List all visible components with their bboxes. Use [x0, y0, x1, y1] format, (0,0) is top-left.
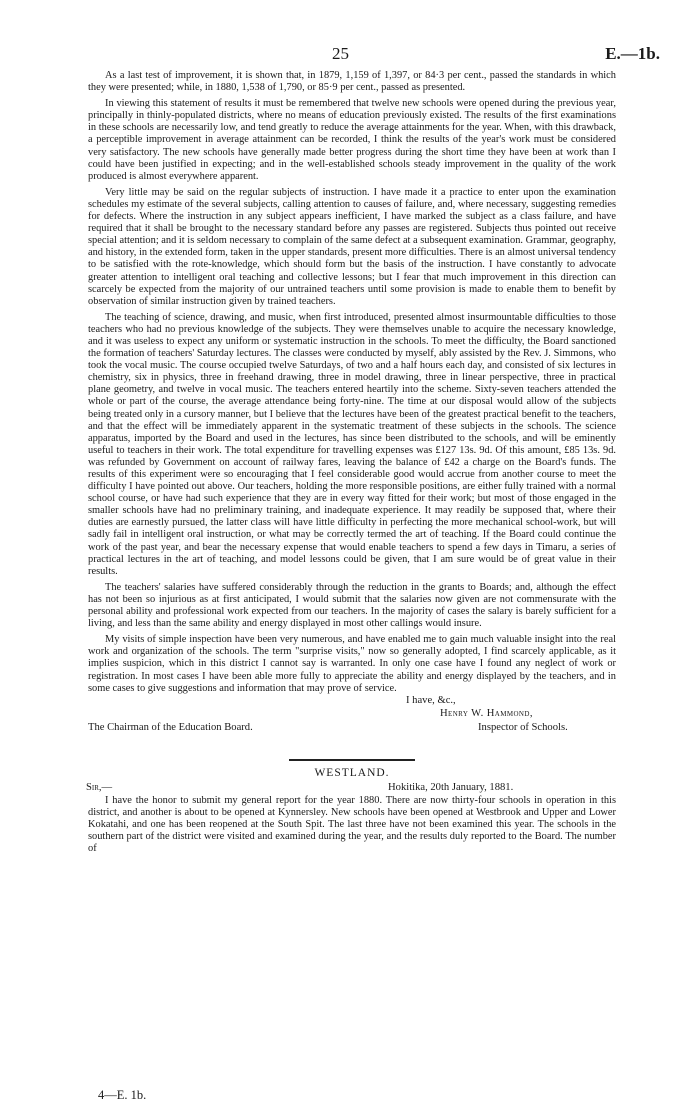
- paragraph-salaries: The teachers' salaries have suffered considerably through the reduction in the grants to Boards; and, although the effect has not been so injurious as at first anticipated, I would submit that the salaries now given are not commensurate with the personal ability and professional work expected from our teachers. In the majority of cases the salary is barely sufficient for a living, and less than the same ability and energy displayed in most other callings would insure.: [88, 581, 616, 630]
- paragraph-results-test: As a last test of improvement, it is shown that, in 1879, 1,159 of 1,397, or 84·3 per cent., passed the standards in which they were presented; while, in 1880, 1,538 of 1,790, or 85·9 per cent., passed as presented.: [88, 70, 616, 94]
- paragraph-inspection-visits: My visits of simple inspection have been very numerous, and have enabled me to gain much valuable insight into the real work and organization of the schools. The term "surprise visits," now so generally adopted, I find scarcely applicable, as it implies suspicion, which in this district I cannot say is warranted. In only one case have I found any neglect of work or registration. In most cases I have been able more fully to appreciate the ability and energy displayed by the teachers, and in some cases to give suggestions and information that may prove of service.: [88, 634, 616, 694]
- dateline: Hokitika, 20th January, 1881.: [388, 781, 514, 793]
- footer-signature-mark: 4—E. 1b.: [98, 1088, 147, 1102]
- addressee: The Chairman of the Education Board.: [88, 721, 253, 733]
- paragraph-science-drawing-music: The teaching of science, drawing, and music, when first introduced, presented almost insurmountable difficulties to those teachers who had no previous knowledge of the subjects. They were themselves unable to acquire the necessary knowledge, and it was useless to expect any uniform or systematic instruction in the schools. To meet the difficulty, the Board sanctioned the formation of teachers' Saturday lectures. The classes were conducted by myself, ably assisted by the Rev. J. Simmons, who took the vocal music. The course occupied twelve Saturdays, of two and a half hours each day, and consisted of six lectures in chemistry, six in physics, three in freehand drawing, three in model drawing, three in linear perspective, three in practical plane geometry, and twelve in vocal music. The teachers entered heartily into the scheme. Sixty-seven teachers attended the whole or part of the course, the average attendance being forty-nine. The time at our disposal would allow of the subjects being treated only in a cursory manner, but I believe that the lectures have been of the greatest practical benefit to the teachers, and that the effect will be immediately apparent in the systematic treatment of these subjects in the schools. The science apparatus, imported by the Board and used in the lectures, has since been distributed to the schools, and will be eminently useful to teachers in their work. The total expenditure for travelling expenses was £127 13s. 9d. Of this amount, £85 13s. 9d. was refunded by Government on account of railway fares, leaving the balance of £42 a charge on the Board's funds. The results of this experiment were so encouraging that I feel considerable good would accrue from another course to meet the difficulty I have pointed out above. Our teachers, holding the more responsible positions, are either fully trained with a normal school course, or have had such experience that they are in every way fitted for their work; but most of those engaged in the smaller schools have had no preliminary training, and inadequate experience. It may readily be supposed that, where their duties are earnestly pursued, the latter class will have little difficulty in perfecting the more mechanical school-work, but will sadly fail in intelligent oral instruction, or what may be correctly termed the art of teaching. If the Board could continue the work of the past year, and bear the necessary expense that would enable teachers to spend a few days in Timaru, a series of practical lectures in the art of teaching, and model lessons could be given, that I am sure would be of great value in their results.: [88, 311, 616, 577]
- paragraph-new-schools: In viewing this statement of results it must be remembered that twelve new schools were opened during the previous year, principally in thinly-populated districts, where no means of education previously existed. The results of the first examinations in these schools are necessarily low, and tend greatly to reduce the average attainments for the year. When, with this drawback, a perceptible improvement in average attainment can be recorded, I think the results of the year's work must be considered very satisfactory. The new schools have generally made better progress during the short time they have been at work than I could have been justified in expecting; and in the well-established schools steady improvement in the quality of the work produced is almost everywhere apparent.: [88, 98, 616, 182]
- report-body: [88, 70, 616, 859]
- document-code: E.—1b.: [605, 44, 660, 63]
- salutation: Sir,—: [86, 781, 113, 793]
- paragraph-regular-subjects: Very little may be said on the regular subjects of instruction. I have made it a practice to enter upon the examination schedules my estimate of the several subjects, calling attention to causes of failure, and, where necessary, suggesting remedies for defects. Where the instruction in any subject appears inefficient, I have marked the subject as a class failure, and have required that it shall be brought to the necessary standard before any passes are registered. Subjects thus pointed out receive special attention; and it is seldom necessary to complain of the same defect at a subsequent examination. Grammar, geography, and history, in the extended form, taken in the upper standards, present more difficulties. There is an almost universal tendency to be satisfied with the rote-knowledge, which should form but the basis of the instruction. I have constantly to advocate greater attention to intelligent oral teaching and collective lessons; but I fear that much improvement in this direction can scarcely be expected from the majority of our untrained teachers until some provision is made to enable them to benefit by observation of similar instruction given by trained teachers.: [88, 186, 616, 307]
- section-heading: WESTLAND.: [314, 766, 390, 779]
- paragraph-westland-report: I have the honor to submit my general report for the year 1880. There are now thirty-four schools in operation in this district, and another is about to be opened at Kynnersley. New schools have been opened at Westbrook and Upper and Lower Kokatahi, and one has been reopened at the South Spit. The last three have not been examined this year. The schools in the southern part of the district were visited and examined during the year, and the results duly reported to the Board. The number of: [88, 794, 616, 855]
- signature: Henry W. Hammond,: [440, 707, 533, 719]
- page-number: 25: [332, 44, 349, 63]
- signer-title: Inspector of Schools.: [478, 721, 568, 733]
- signoff-block: [88, 695, 616, 749]
- salutation-row: [88, 782, 616, 795]
- closing-line: I have, &c.,: [406, 694, 456, 706]
- section-divider: [289, 759, 415, 761]
